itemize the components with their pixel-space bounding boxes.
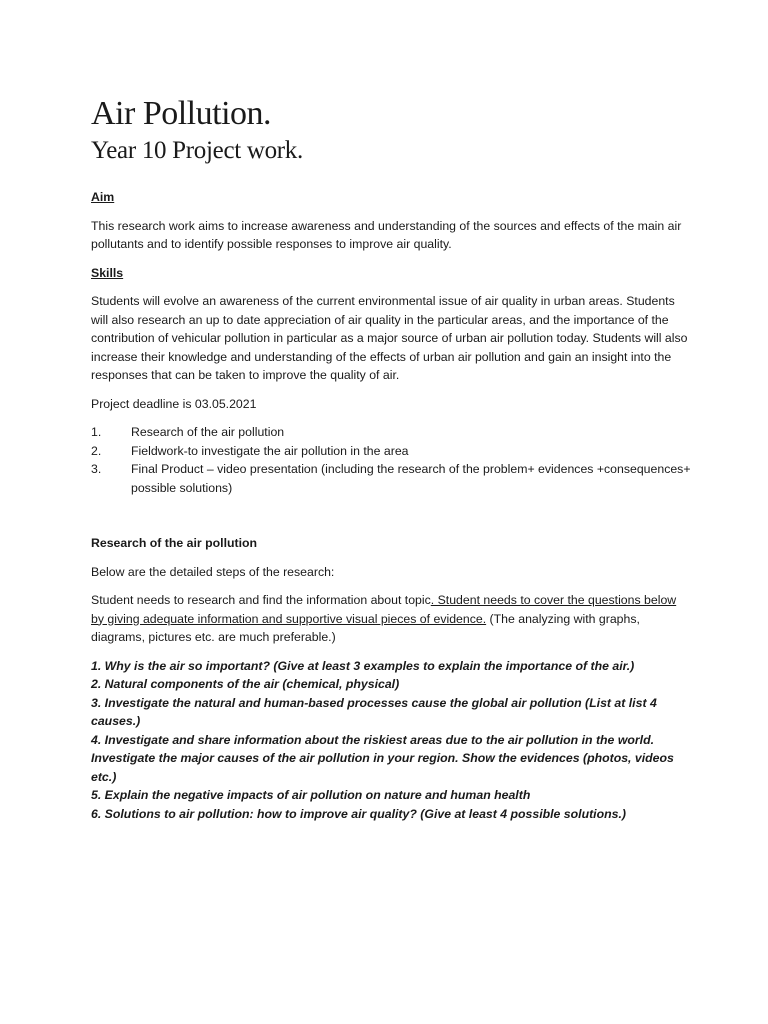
aim-heading: Aim: [91, 190, 115, 204]
document-subtitle: Year 10 Project work.: [91, 137, 303, 164]
research-intro: Below are the detailed steps of the research:: [91, 564, 335, 579]
question-item: 1. Why is the air so important? (Give at least 3 examples to explain the importance of the air.): [91, 658, 635, 673]
list-item: [91, 460, 691, 497]
list-item-text: Final Product – video presentation (including the research of the problem+ evidences +consequences+ possible solutions): [131, 462, 691, 495]
skills-text: Students will evolve an awareness of the current environmental issue of air quality in urban areas. Students will also research an up to date appreciation of air quality in the particular areas, and the importance of the contribution of vehicular pollution in particular as a major source of urban air pollution today. Students will also increase their knowledge and understanding of the effects of urban air pollution and gain an insight into the responses that can be taken to improve the quality of air.: [91, 294, 688, 382]
research-paragraph-end: (The analyzing with graphs, diagrams, pictures etc. are much preferable.): [91, 611, 640, 644]
project-deadline: Project deadline is 03.05.2021: [91, 396, 257, 411]
list-item-number: 1.: [91, 425, 102, 439]
list-item-number: 2.: [91, 443, 102, 458]
steps-list: [91, 423, 691, 497]
document-title: Air Pollution.: [91, 95, 272, 132]
list-item-number: 3.: [91, 462, 102, 476]
aim-text: This research work aims to increase awareness and understanding of the sources and effects of the main air pollutants and to identify possible responses to improve air quality.: [91, 218, 682, 251]
list-item-text: Research of the air pollution: [131, 425, 285, 439]
questions-list: [91, 657, 691, 824]
research-paragraph-start: Student needs to research and find the information about topic: [91, 593, 431, 607]
skills-heading: Skills: [91, 265, 124, 280]
list-item-text: Fieldwork-to investigate the air pollution in the area: [131, 443, 409, 458]
question-item: 6. Solutions to air pollution: how to improve air quality? (Give at least 4 possible solutions.): [91, 806, 626, 821]
research-heading: Research of the air pollution: [91, 536, 258, 550]
research-paragraph-underlined: . Student needs to cover the questions below by giving adequate information and supportive visual pieces of evidence.: [91, 593, 677, 626]
list-item: [91, 423, 691, 442]
research-paragraph: [91, 591, 691, 647]
question-item: 4. Investigate and share information about the riskiest areas due to the air pollution in the world. Investigate the major causes of the air pollution in your region. Show the evidences (photos, videos etc.): [91, 732, 674, 784]
document-body: [91, 94, 691, 823]
question-item: 2. Natural components of the air (chemical, physical): [91, 677, 400, 691]
question-item: 5. Explain the negative impacts of air pollution on nature and human health: [91, 788, 531, 802]
question-item: 3. Investigate the natural and human-based processes cause the global air pollution (List at list 4 causes.): [91, 695, 657, 728]
list-item: [91, 442, 691, 461]
